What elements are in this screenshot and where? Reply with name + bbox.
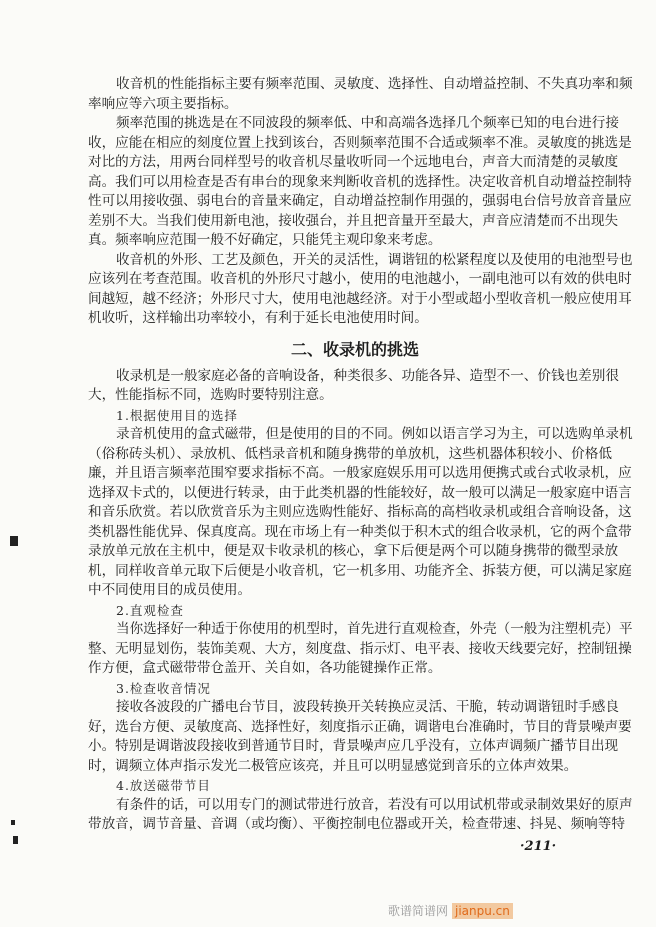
text-line: 收，应能在相应的刻度位置上找到该台，否则频率范围不合适或频率不准。灵敏度的挑选是 [88,134,632,151]
text-line: 小。特别是调谐波段接收到普通节目时，背景噪声应几乎没有，立体声调频广播节目出现 [88,738,619,754]
text-line: 接收各波段的广播电台节目，波段转换开关转换应灵活、干脆，转动调谐钮时手感良 [116,699,619,715]
text-line: 真。频率响应范围一般不好确定，只能凭主观印象来考虑。 [88,232,442,248]
page-number: ·211· [520,839,557,854]
text-line: 频率范围的挑选是在不同波段的频率低、中和高端各选择几个频率已知的电台进行接 [116,115,619,131]
paragraph [88,425,633,601]
text-line: 录放单元放在主机中，便是双卡收录机的核心，拿下后便是两个可以随身携带的微型录放 [88,543,619,559]
subsection-heading: 1.根据使用目的选择 [116,407,238,423]
text-line: 率响应等六项主要指标。 [88,95,238,112]
watermark-name: 歌谱简谱网 [388,904,449,918]
text-line: 差别不大。当我们使用新电池，接收强台，并且把音量开至最大，声音应清楚而不出现失 [88,212,619,229]
text-line: 大，性能指标不同，选购时要特别注意。 [88,387,333,403]
page-body [88,75,633,835]
scan-mark [11,820,15,825]
paragraph [88,698,632,776]
text-line: 收音机的外形、工艺及颜色，开关的灵活性，调谐钮的松紧程度以及使用的电池型号也 [116,251,633,268]
text-line: 机收听，这样输出功率较小，有利于延长电池使用时间。 [88,310,428,326]
paragraph [88,75,633,114]
text-line: 对比的方法，用两台同样型号的收音机尽量收听同一个远地电台，声音大而清楚的灵敏度 [88,154,619,170]
text-line: 中不同使用目的成员使用。 [88,582,252,598]
text-line: 时，调频立体声指示发光二极管应该亮，并且可以明显感觉到音乐的立体声效果。 [88,757,578,774]
text-line: 当你选择好一种适于你使用的机型时，首先进行直观检查，外壳（一般为注塑机壳）平 [116,621,633,637]
paragraph [88,620,633,679]
text-line: 有条件的话，可以用专门的测试带进行放音，若没有可以用试机带或录制效果好的原声 [116,796,633,813]
paragraph [88,796,633,835]
text-line: 类机器性能优异、保真度高。现在市场上有一种类似于积木式的组合收录机，它的两个盒带 [88,523,632,540]
text-line: 收音机的性能指标主要有频率范围、灵敏度、选择性、自动增益控制、不失真功率和频 [116,76,633,92]
text-line: 收录机是一般家庭必备的音响设备，种类很多、功能各异、造型不一、价钱也差别很 [116,367,619,384]
text-line: 选择双卡式的，以便进行转录，由于此类机器的性能较好，故一般可以满足一般家庭中语言 [88,484,632,501]
text-line: 整、无明显划伤，装饰美观、大方，刻度盘、指示灯、电平表、接收天线要完好，控制钮操 [88,640,632,657]
paragraph [88,114,632,251]
text-line: 带放音，调节音量、音调（或均衡）、平衡控制电位器或开关，检查带速、抖晃、频响等特 [88,816,625,832]
text-line: 应该列在考查范围。收音机的外形尺寸越小，使用的电池越小，一副电池可以有效的供电时 [88,271,632,287]
watermark-site: jianpu.cn [452,903,513,919]
text-line: 机，同样收音单元取下后便是小收音机，它一机多用、功能齐全、拆装方便，可以满足家庭 [88,562,632,579]
text-line: （俗称砖头机）、录放机、低档录音机和随身携带的单放机，这些机器体积较小、价格低 [88,445,612,462]
subsection-heading: 2.直观检查 [116,602,184,618]
watermark [388,902,513,919]
text-line: 和音乐欣赏。若以欣赏音乐为主则应选购性能好、指标高的高档收录机或组合音响设备，这 [88,504,632,520]
text-line: 高。我们可以用检查是否有串台的现象来判断收音机的选择性。决定收音机自动增益控制特 [88,173,632,190]
text-line: 廉，并且语言频率范围窄要求指标不高。一般家庭娱乐用可以选用便携式或台式收录机，应 [88,465,632,481]
scan-mark [13,836,18,844]
text-line: 录音机使用的盒式磁带，但是使用的目的不同。例如以语言学习为主，可以选购单录机 [116,426,633,442]
paragraph [88,251,633,329]
paragraph [88,367,619,406]
text-line: 性可以用接收强、弱电台的音量来确定，自动增益控制作用强的，强弱电台信号放音音量应 [88,193,632,209]
text-line: 作方便，盒式磁带带仓盖开、关自如，各功能键操作正常。 [88,660,442,676]
text-line: 好，选台方便、灵敏度高、选择性好，刻度指示正确，调谐电台准确时，节目的背景噪声要 [88,718,632,735]
scan-mark [10,536,18,546]
section-heading: 二、收录机的挑选 [290,339,419,359]
subsection-heading: 3.检查收音情况 [116,680,211,696]
text-line: 间越短，越不经济；外形尺寸大，使用电池越经济。对于小型或超小型收音机一般应使用耳 [88,290,632,307]
subsection-heading: 4.放送磁带节目 [116,778,211,793]
